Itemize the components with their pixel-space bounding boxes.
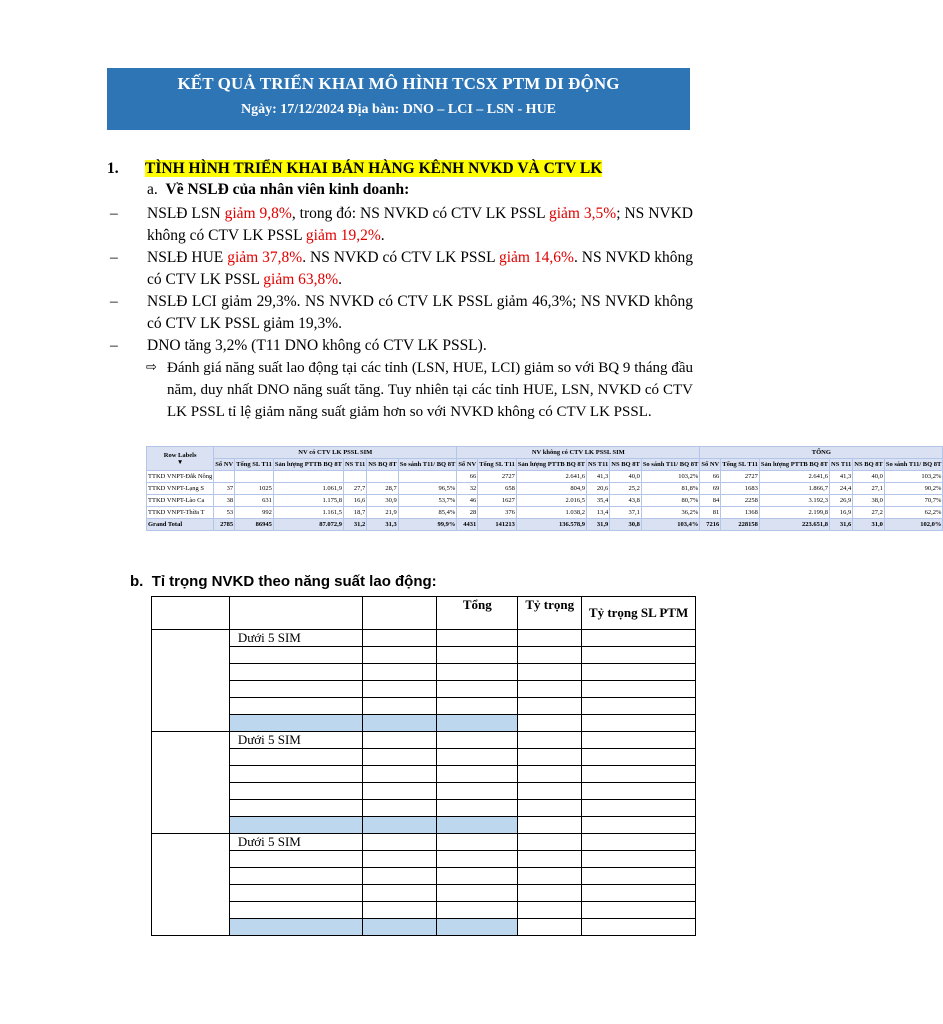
group-label[interactable]: Dưới 5 SIM [229, 834, 362, 851]
highlight-red: giảm 19,2% [305, 227, 381, 244]
table-cell[interactable] [229, 715, 362, 732]
column-header[interactable]: NS BQ 8T [610, 459, 642, 471]
table-cell[interactable] [362, 834, 437, 851]
table-cell[interactable] [437, 766, 518, 783]
table-row [152, 919, 696, 936]
table-cell[interactable] [362, 885, 437, 902]
table-cell[interactable] [518, 800, 582, 817]
table-cell[interactable] [362, 766, 437, 783]
table-cell [343, 471, 366, 483]
table-cell[interactable] [229, 664, 362, 681]
table-cell[interactable] [362, 851, 437, 868]
table-cell[interactable] [362, 681, 437, 698]
table-cell[interactable] [518, 630, 582, 647]
section-title: TÌNH HÌNH TRIỂN KHAI BÁN HÀNG KÊNH NVKD VÀ CTV LK [145, 160, 603, 177]
table-cell[interactable] [518, 647, 582, 664]
table-cell [398, 471, 457, 483]
table-cell: 1.061,9 [273, 483, 343, 495]
table-cell: 41,3 [586, 471, 609, 483]
table-cell: 1627 [478, 495, 517, 507]
table-cell: 223.651,8 [759, 519, 829, 531]
table-cell: 1683 [721, 483, 760, 495]
text-span: , trong đó: NS NVKD có CTV LK PSSL [291, 205, 549, 222]
group-header: NV không có CTV LK PSSL SIM [457, 447, 700, 459]
table-cell: 2785 [214, 519, 235, 531]
table-cell: 1368 [721, 507, 760, 519]
table-cell[interactable] [518, 698, 582, 715]
table-cell: 1.175,8 [273, 495, 343, 507]
table-cell[interactable] [582, 715, 696, 732]
table-cell[interactable] [362, 630, 437, 647]
table-cell[interactable] [362, 783, 437, 800]
table-cell: 80,7% [641, 495, 700, 507]
row-label: Grand Total [147, 519, 214, 531]
table-cell[interactable] [582, 817, 696, 834]
table-cell[interactable] [518, 817, 582, 834]
table-cell: 27,2 [853, 507, 885, 519]
table-cell[interactable] [362, 715, 437, 732]
subsection-title: Tỉ trọng NVKD theo năng suất lao động: [151, 573, 437, 590]
table-cell[interactable] [229, 817, 362, 834]
report-banner [107, 68, 690, 130]
table-cell[interactable] [362, 919, 437, 936]
table-row [152, 664, 696, 681]
row-labels-header[interactable]: Row Labels ▼ [147, 447, 214, 471]
table-cell: 20,6 [586, 483, 609, 495]
group-cell [152, 732, 230, 834]
note-text: Đánh giá năng suất lao động tại các tỉnh (LSN, HUE, LCI) giảm so với BQ 9 tháng đầu năm, duy nhất DNO năng suất tăng. Tuy nhiên tại các tỉnh HUE, LSN, NVKD có CTV LK PSSL tỉ lệ giảm năng suất giảm hơn so với NVKD không có CTV LK PSSL. [167, 360, 693, 420]
column-header[interactable]: Tổng SL T11 [478, 459, 517, 471]
table-cell: 30,9 [367, 495, 399, 507]
assessment-note [146, 357, 693, 423]
highlight-red: giảm 63,8% [263, 271, 339, 288]
column-header[interactable]: NS T11 [343, 459, 366, 471]
text-span: NSLĐ LSN [147, 205, 225, 222]
table-cell[interactable] [362, 698, 437, 715]
table-cell: 31,3 [367, 519, 399, 531]
table-cell[interactable] [437, 868, 518, 885]
table-cell: 40,0 [853, 471, 885, 483]
table-cell[interactable] [362, 732, 437, 749]
subsection-letter: a. [147, 181, 158, 198]
bullet-item-lsn [110, 203, 693, 247]
table-cell: 30,8 [610, 519, 642, 531]
column-header[interactable]: Sản lượng PTTB BQ 8T [516, 459, 586, 471]
column-header[interactable]: NS T11 [830, 459, 853, 471]
table-cell[interactable] [518, 766, 582, 783]
table-row [152, 766, 696, 783]
table-cell: 24,4 [830, 483, 853, 495]
column-header[interactable]: So sánh T11/ BQ 8T [641, 459, 700, 471]
table-cell[interactable] [362, 647, 437, 664]
table-cell[interactable] [437, 902, 518, 919]
table-cell: 31,9 [586, 519, 609, 531]
subsection-a-heading [147, 181, 409, 199]
table-cell[interactable] [582, 698, 696, 715]
table-cell[interactable] [582, 732, 696, 749]
header-cell [362, 597, 437, 630]
group-header: TỔNG [700, 447, 943, 459]
text-span: ; NS NVKD không có CTV LK PSSL [147, 205, 693, 244]
table-row [152, 749, 696, 766]
table-cell[interactable] [582, 919, 696, 936]
table-cell[interactable] [582, 630, 696, 647]
table-cell: 31,2 [343, 519, 366, 531]
table-cell[interactable] [518, 715, 582, 732]
table-cell: 2727 [721, 471, 760, 483]
subsection-b-heading [130, 573, 437, 590]
table-cell: 69 [700, 483, 721, 495]
table-cell: 70,7% [884, 495, 943, 507]
highlight-red: giảm 3,5% [549, 205, 617, 222]
table-cell: 136.578,9 [516, 519, 586, 531]
section-1-heading [107, 160, 602, 178]
table-cell: 631 [235, 495, 274, 507]
table-row [152, 732, 696, 749]
table-cell: 1025 [235, 483, 274, 495]
header-cell [229, 597, 362, 630]
table-row [147, 495, 943, 507]
table-cell[interactable] [229, 698, 362, 715]
table-cell: 43,8 [610, 495, 642, 507]
table-cell: 2258 [721, 495, 760, 507]
table-cell: 96,5% [398, 483, 457, 495]
table-cell [367, 471, 399, 483]
table-cell[interactable] [437, 681, 518, 698]
table-cell: 87.072,9 [273, 519, 343, 531]
table-cell[interactable] [518, 851, 582, 868]
table-row [152, 834, 696, 851]
table-cell: 992 [235, 507, 274, 519]
pivot-table [146, 446, 943, 531]
table-cell: 40,0 [610, 471, 642, 483]
table-cell: 228158 [721, 519, 760, 531]
table-cell [235, 471, 274, 483]
table-cell[interactable] [362, 817, 437, 834]
column-header[interactable]: So sánh T11/ BQ 8T [884, 459, 943, 471]
table-cell[interactable] [437, 817, 518, 834]
text-span: . NS NVKD không có CTV LK PSSL [147, 249, 693, 288]
table-cell: 81 [700, 507, 721, 519]
group-cell [152, 630, 230, 732]
column-header[interactable]: Số NV [700, 459, 721, 471]
table-cell: 26,9 [830, 495, 853, 507]
group-label[interactable]: Dưới 5 SIM [229, 630, 362, 647]
column-header[interactable]: Tổng SL T11 [721, 459, 760, 471]
table-cell: 13,4 [586, 507, 609, 519]
table-row [152, 800, 696, 817]
table-cell: 103,4% [641, 519, 700, 531]
table-row [152, 783, 696, 800]
table-cell: 41,3 [830, 471, 853, 483]
table-cell[interactable] [518, 783, 582, 800]
table-cell: 46 [457, 495, 478, 507]
table-cell[interactable] [437, 664, 518, 681]
table-cell: 2.199,8 [759, 507, 829, 519]
table-cell: 38 [214, 495, 235, 507]
table-row [147, 483, 943, 495]
table-cell: 37 [214, 483, 235, 495]
table-cell: 804,9 [516, 483, 586, 495]
table-cell: 37,1 [610, 507, 642, 519]
table-cell[interactable] [582, 749, 696, 766]
text-span: . [380, 227, 385, 244]
table-cell[interactable] [229, 885, 362, 902]
text-span: . NS NVKD có CTV LK PSSL [302, 249, 499, 266]
table-cell[interactable] [518, 868, 582, 885]
table-cell[interactable] [229, 902, 362, 919]
table-cell[interactable] [229, 749, 362, 766]
table-cell: 1.161,5 [273, 507, 343, 519]
table-cell[interactable] [229, 783, 362, 800]
table-row [152, 715, 696, 732]
table-cell[interactable] [437, 885, 518, 902]
table-cell: 2.641,6 [516, 471, 586, 483]
table-cell[interactable] [582, 834, 696, 851]
column-header[interactable]: Số NV [214, 459, 235, 471]
table-cell[interactable] [229, 681, 362, 698]
table-cell[interactable] [518, 749, 582, 766]
dash-bullet: – [110, 249, 118, 266]
table-cell[interactable] [362, 800, 437, 817]
table-cell[interactable] [582, 800, 696, 817]
table-cell[interactable] [362, 664, 437, 681]
table-cell[interactable] [229, 647, 362, 664]
table-cell[interactable] [437, 732, 518, 749]
table-row [152, 851, 696, 868]
table-row [152, 902, 696, 919]
dash-bullet: – [110, 205, 118, 222]
table-cell[interactable] [229, 851, 362, 868]
table-row [152, 647, 696, 664]
subsection-title: Về NSLĐ của nhân viên kinh doanh: [165, 181, 410, 198]
text-span: NSLĐ LCI giảm 29,3%. NS NVKD có CTV LK PSSL giảm 46,3%; NS NVKD không có CTV LK PSSL giảm 19,3%. [147, 293, 693, 332]
table-cell: 36,2% [641, 507, 700, 519]
table-cell: 1.866,7 [759, 483, 829, 495]
table-cell: 16,6 [343, 495, 366, 507]
highlight-red: giảm 14,6% [499, 249, 574, 266]
table-cell: 103,2% [641, 471, 700, 483]
table-cell[interactable] [229, 766, 362, 783]
row-label: TTKD VNPT-Đắk Nông [147, 471, 214, 483]
table-cell[interactable] [437, 834, 518, 851]
table-cell: 141213 [478, 519, 517, 531]
table-cell[interactable] [362, 902, 437, 919]
table-cell: 28 [457, 507, 478, 519]
table-cell: 658 [478, 483, 517, 495]
table-cell[interactable] [582, 783, 696, 800]
table-cell[interactable] [437, 919, 518, 936]
dash-bullet: – [110, 293, 118, 310]
highlight-red: giảm 9,8% [224, 205, 292, 222]
table-cell: 4431 [457, 519, 478, 531]
column-header[interactable]: Tổng SL T11 [235, 459, 274, 471]
highlight-red: giảm 37,8% [227, 249, 303, 266]
subsection-letter: b. [130, 573, 144, 590]
table-cell[interactable] [362, 868, 437, 885]
table-row [147, 471, 943, 483]
table-cell[interactable] [362, 749, 437, 766]
table-cell[interactable] [582, 664, 696, 681]
group-header: NV có CTV LK PSSL SIM [214, 447, 457, 459]
row-label: TTKD VNPT-Lào Ca [147, 495, 214, 507]
table-cell: 66 [700, 471, 721, 483]
dash-bullet: – [110, 337, 118, 354]
table-cell[interactable] [582, 885, 696, 902]
table-cell: 21,9 [367, 507, 399, 519]
table-cell: 84 [700, 495, 721, 507]
table-cell[interactable] [518, 919, 582, 936]
table-cell[interactable] [582, 851, 696, 868]
table-cell[interactable] [518, 681, 582, 698]
table-cell: 27,7 [343, 483, 366, 495]
column-header[interactable]: NS BQ 8T [367, 459, 399, 471]
column-header[interactable]: NS T11 [586, 459, 609, 471]
bullet-item-lci [110, 291, 693, 335]
table-cell: 103,2% [884, 471, 943, 483]
table-cell[interactable] [582, 681, 696, 698]
column-header[interactable]: Số NV [457, 459, 478, 471]
table-cell[interactable] [518, 834, 582, 851]
column-header[interactable]: Sản lượng PTTB BQ 8T [273, 459, 343, 471]
table-cell: 38,0 [853, 495, 885, 507]
section-number: 1. [107, 160, 119, 177]
table-cell[interactable] [518, 732, 582, 749]
report-title: KẾT QUẢ TRIỂN KHAI MÔ HÌNH TCSX PTM DI ĐỘNG [177, 74, 620, 93]
table-cell[interactable] [437, 715, 518, 732]
bullet-item-hue [110, 247, 693, 291]
column-header[interactable]: So sánh T11/ BQ 8T [398, 459, 457, 471]
table-cell: 27,1 [853, 483, 885, 495]
text-span: . [338, 271, 343, 288]
table-cell[interactable] [437, 783, 518, 800]
table-cell: 66 [457, 471, 478, 483]
text-span: NSLĐ HUE [147, 249, 228, 266]
group-cell [152, 834, 230, 936]
table-cell: 18,7 [343, 507, 366, 519]
table-cell: 81,8% [641, 483, 700, 495]
table-row [152, 885, 696, 902]
weight-table [151, 596, 696, 936]
table-cell: 16,9 [830, 507, 853, 519]
report-subtitle: Ngày: 17/12/2024 Địa bàn: DNO – LCI – LSN - HUE [240, 102, 557, 117]
row-label: TTKD VNPT-Lạng S [147, 483, 214, 495]
header-cell: Tỷ trọng SL PTM [582, 597, 696, 630]
row-label: TTKD VNPT-Thừa T [147, 507, 214, 519]
table-cell: 3.192,3 [759, 495, 829, 507]
text-span: DNO tăng 3,2% (T11 DNO không có CTV LK PSSL). [147, 337, 487, 354]
table-row [147, 507, 943, 519]
table-cell: 7216 [700, 519, 721, 531]
table-cell[interactable] [437, 749, 518, 766]
table-row [152, 630, 696, 647]
table-cell[interactable] [582, 902, 696, 919]
table-cell: 25,2 [610, 483, 642, 495]
table-cell: 31,0 [853, 519, 885, 531]
table-cell: 99,9% [398, 519, 457, 531]
table-cell: 1.038,2 [516, 507, 586, 519]
table-cell[interactable] [229, 868, 362, 885]
table-cell[interactable] [582, 647, 696, 664]
header-cell [152, 597, 230, 630]
table-cell[interactable] [437, 698, 518, 715]
table-cell[interactable] [582, 766, 696, 783]
table-cell: 2727 [478, 471, 517, 483]
table-cell: 90,2% [884, 483, 943, 495]
header-cell: Tổng [437, 597, 518, 630]
table-cell: 32 [457, 483, 478, 495]
table-row [152, 698, 696, 715]
header-cell: Tỷ trọng [518, 597, 582, 630]
arrow-right-icon: ⇨ [146, 360, 157, 375]
table-row [152, 681, 696, 698]
table-cell: 86945 [235, 519, 274, 531]
table-cell: 2.016,5 [516, 495, 586, 507]
table-cell: 35,4 [586, 495, 609, 507]
table-cell[interactable] [582, 868, 696, 885]
table-cell: 2.641,6 [759, 471, 829, 483]
table-cell[interactable] [437, 851, 518, 868]
table-cell[interactable] [437, 630, 518, 647]
table-cell[interactable] [229, 800, 362, 817]
table-cell: 53 [214, 507, 235, 519]
column-header[interactable]: Sản lượng PTTB BQ 8T [759, 459, 829, 471]
table-cell: 62,2% [884, 507, 943, 519]
table-cell[interactable] [437, 800, 518, 817]
table-cell[interactable] [518, 664, 582, 681]
table-cell: 85,4% [398, 507, 457, 519]
table-cell[interactable] [518, 902, 582, 919]
table-cell [214, 471, 235, 483]
table-cell: 53,7% [398, 495, 457, 507]
bullet-item-dno [110, 335, 693, 357]
table-cell: 102,0% [884, 519, 943, 531]
group-label[interactable]: Dưới 5 SIM [229, 732, 362, 749]
column-header[interactable]: NS BQ 8T [853, 459, 885, 471]
table-row [152, 868, 696, 885]
table-cell: 28,7 [367, 483, 399, 495]
table-cell: 31,6 [830, 519, 853, 531]
table-row [152, 817, 696, 834]
table-cell[interactable] [518, 885, 582, 902]
table-cell[interactable] [229, 919, 362, 936]
table-cell[interactable] [437, 647, 518, 664]
table-cell [273, 471, 343, 483]
table-cell: 376 [478, 507, 517, 519]
grand-total-row [147, 519, 943, 531]
